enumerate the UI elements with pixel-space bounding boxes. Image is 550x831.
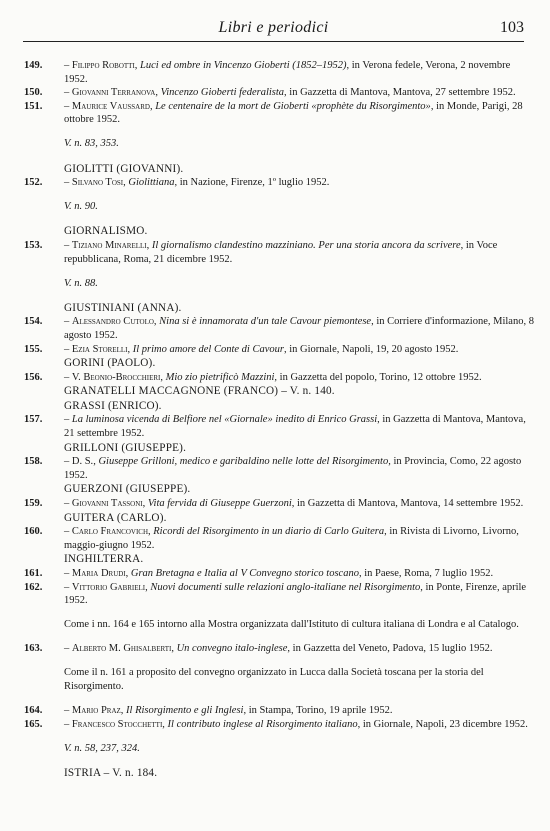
entry-author: Maurice Vaussard bbox=[71, 100, 150, 112]
running-header bbox=[23, 17, 524, 42]
section-heading: GRILLONI (GIUSEPPE). bbox=[64, 441, 187, 454]
entry-title: Vincenzo Gioberti federalista bbox=[160, 87, 285, 99]
entry-cross-reference: V. n. 83, 353. bbox=[64, 138, 119, 150]
bibliography-list bbox=[24, 59, 536, 781]
entry-separator: , bbox=[148, 526, 154, 538]
entry-number: 163. bbox=[24, 643, 43, 655]
bibliography-entry bbox=[24, 718, 536, 732]
bibliography-entry bbox=[24, 642, 536, 656]
entry-title: Il Risorgimento e gli Inglesi bbox=[126, 705, 244, 717]
entry-author: Maria Drudi bbox=[71, 568, 126, 579]
section-heading: GIORNALISMO. bbox=[64, 225, 148, 238]
entry-number: 149. bbox=[24, 60, 43, 71]
entry-separator: , bbox=[160, 371, 166, 383]
bibliography-entry bbox=[24, 413, 536, 440]
entry-separator: , bbox=[123, 177, 129, 189]
entry-author: Tiziano Minarelli bbox=[71, 239, 147, 251]
entry-publication: , in Gazzetta di Mantova, Mantova, 21 settembre 1952. bbox=[64, 414, 526, 440]
entry-separator: , bbox=[146, 239, 152, 251]
entry-title: La luminosa vicenda di Belfiore nel «Giornale» inedito di Enrico Grassi bbox=[71, 414, 378, 426]
entry-separator: , bbox=[145, 581, 151, 593]
entry-dash: – bbox=[64, 239, 72, 251]
bibliography-entry bbox=[24, 86, 536, 100]
entry-publication: , in Provincia, Como, 22 agosto 1952. bbox=[64, 456, 522, 481]
entry-publication: , in Paese, Roma, 7 luglio 1952. bbox=[358, 568, 494, 579]
entry-title: Ricordi del Risorgimento in un diario di Carlo Guitera bbox=[153, 526, 385, 538]
bibliography-entry bbox=[24, 455, 536, 482]
entry-separator: , bbox=[127, 343, 133, 355]
entry-number: 162. bbox=[24, 581, 43, 593]
entry-dash: – bbox=[64, 718, 72, 730]
entry-number: 156. bbox=[24, 371, 43, 383]
entry-publication: , in Gazzetta del Veneto, Padova, 15 luglio 1952. bbox=[287, 643, 493, 655]
entry-number: 160. bbox=[24, 526, 43, 538]
entry-dash: – bbox=[64, 498, 72, 510]
entry-publication: , in Corriere d'informazione, Milano, 8 agosto 1952. bbox=[64, 316, 534, 341]
entry-dash: – bbox=[64, 316, 72, 328]
bibliography-entry bbox=[24, 100, 536, 127]
entry-number: 157. bbox=[24, 414, 43, 426]
entry-author: Alessandro Cutolo bbox=[71, 316, 154, 328]
entry-title: Gran Bretagna e Italia al V Convegno storico toscano bbox=[130, 568, 359, 579]
section-heading: ISTRIA – V. n. 184. bbox=[64, 766, 158, 779]
entry-title: Nina si è innamorata d'un tale Cavour piemontese bbox=[159, 316, 372, 328]
entry-dash: – bbox=[64, 100, 72, 112]
page-number: 103 bbox=[500, 19, 524, 36]
entry-title: Nuovi documenti sulle relazioni anglo-italiane nel Risorgimento bbox=[150, 581, 421, 593]
entry-author: Alberto M. Ghisalberti bbox=[71, 643, 172, 655]
entry-number: 159. bbox=[24, 498, 43, 510]
entry-cross-reference: V. n. 58, 237, 324. bbox=[64, 742, 140, 754]
section-heading: INGHILTERRA. bbox=[64, 553, 144, 566]
entry-author: D. S. bbox=[71, 456, 94, 468]
entry-number: 158. bbox=[24, 456, 43, 468]
bibliography-entry bbox=[24, 239, 536, 266]
entry-cross-reference: V. n. 88. bbox=[64, 277, 98, 289]
bibliography-entry bbox=[24, 525, 536, 552]
bibliography-entry bbox=[24, 176, 536, 190]
section-heading: GRASSI (ENRICO). bbox=[64, 399, 162, 412]
entry-title: Vita fervida di Giuseppe Guerzoni bbox=[147, 498, 292, 510]
entry-publication: , in Rivista di Livorno, Livorno, maggio-giugno 1952. bbox=[64, 526, 519, 551]
entry-number: 151. bbox=[24, 100, 43, 112]
entry-author: Carlo Francovich bbox=[71, 526, 149, 538]
bibliography-entry bbox=[24, 371, 536, 385]
entry-publication: , in Voce repubblicana, Roma, 21 dicembre 1952. bbox=[64, 239, 498, 265]
entry-separator: , bbox=[125, 568, 131, 579]
entry-publication: , in Gazzetta di Mantova, Mantova, 27 settembre 1952. bbox=[284, 87, 516, 99]
entry-dash: – bbox=[64, 414, 72, 426]
bibliography-entry bbox=[24, 343, 536, 357]
entry-note: Come il n. 161 a proposito del convegno organizzato in Lucca dalla Società toscana per la storia del Risorgimento. bbox=[64, 667, 484, 693]
entry-publication: , in Gazzetta di Mantova, Mantova, 14 settembre 1952. bbox=[291, 498, 524, 510]
entry-dash: – bbox=[64, 343, 72, 355]
section-heading: GUITERA (CARLO). bbox=[64, 511, 167, 524]
entry-author: Francesco Stocchetti bbox=[71, 718, 163, 730]
entry-dash: – bbox=[64, 568, 72, 579]
entry-dash: – bbox=[64, 643, 72, 655]
entry-number: 155. bbox=[24, 343, 43, 355]
entry-publication: , in Monde, Parigi, 28 ottobre 1952. bbox=[64, 100, 523, 126]
entry-publication: , in Gazzetta del popolo, Torino, 12 ottobre 1952. bbox=[274, 371, 482, 383]
entry-dash: – bbox=[64, 526, 72, 538]
entry-number: 161. bbox=[24, 568, 43, 579]
entry-author: Silvano Tosi bbox=[71, 177, 124, 189]
entry-separator: , bbox=[171, 643, 177, 655]
section-heading: GORINI (PAOLO). bbox=[64, 357, 156, 370]
bibliography-entry bbox=[24, 567, 536, 581]
entry-number: 153. bbox=[24, 239, 43, 251]
entry-dash: – bbox=[64, 705, 72, 717]
section-heading: GIUSTINIANI (ANNA). bbox=[64, 301, 182, 314]
entry-dash: – bbox=[64, 87, 72, 99]
entry-separator: , bbox=[149, 100, 156, 112]
bibliography-entry bbox=[24, 59, 536, 86]
entry-dash: – bbox=[64, 581, 72, 593]
entry-author: Vittorio Gabrieli bbox=[71, 581, 146, 593]
entry-separator: , bbox=[153, 316, 160, 328]
entry-title: Il primo amore del Conte di Cavour bbox=[132, 343, 284, 355]
entry-dash: – bbox=[64, 177, 72, 189]
entry-title: Le centenaire de la mort de Gioberti «prophète du Risorgimento» bbox=[155, 100, 431, 112]
running-title: Libri e periodici bbox=[218, 19, 329, 36]
entry-title: Luci ed ombre in Vincenzo Gioberti (1852–1952) bbox=[140, 60, 347, 71]
entry-note: Come i nn. 164 e 165 intorno alla Mostra organizzata dall'Istituto di cultura italiana di Londra e al Catalogo. bbox=[64, 619, 519, 631]
entry-separator: , bbox=[142, 498, 148, 510]
entry-title: Giolittiana bbox=[128, 177, 175, 189]
section-heading: GUERZONI (GIUSEPPE). bbox=[64, 483, 191, 496]
section-heading: GRANATELLI MACCAGNONE (FRANCO) – V. n. 140. bbox=[64, 385, 335, 398]
bibliography-entry bbox=[24, 497, 536, 511]
entry-title: Il giornalismo clandestino mazziniano. Per una storia ancora da scrivere bbox=[151, 239, 461, 251]
bibliography-entry bbox=[24, 704, 536, 718]
entry-title: Giuseppe Grilloni, medico e garibaldino nelle lotte del Risorgimento bbox=[98, 456, 389, 468]
entry-separator: , bbox=[162, 718, 168, 730]
entry-number: 164. bbox=[24, 705, 43, 717]
entry-dash: – bbox=[64, 371, 72, 383]
entry-title: Un convegno italo-inglese bbox=[176, 643, 288, 655]
section-heading: GIOLITTI (GIOVANNI). bbox=[64, 162, 184, 175]
entry-title: Il contributo inglese al Risorgimento italiano bbox=[167, 718, 358, 730]
entry-separator: , bbox=[93, 456, 99, 468]
entry-author: Giovanni Tassoni bbox=[71, 498, 143, 510]
entry-publication: , in Nazione, Firenze, 1º luglio 1952. bbox=[174, 177, 330, 189]
entry-author: Filippo Robotti bbox=[71, 60, 135, 71]
entry-author: Mario Praz bbox=[71, 705, 121, 717]
entry-publication: , in Verona fedele, Verona, 2 novembre 1952. bbox=[64, 60, 511, 85]
bibliography-entry bbox=[24, 581, 536, 608]
entry-author: Giovanni Terranova bbox=[71, 87, 156, 99]
entry-publication: , in Giornale, Napoli, 19, 20 agosto 1952. bbox=[283, 343, 459, 355]
entry-publication: , in Ponte, Firenze, aprile 1952. bbox=[64, 581, 527, 607]
entry-number: 154. bbox=[24, 316, 43, 328]
entry-dash: – bbox=[64, 456, 72, 468]
entry-number: 152. bbox=[24, 177, 43, 189]
entry-publication: , in Stampa, Torino, 19 aprile 1952. bbox=[243, 705, 393, 717]
entry-number: 150. bbox=[24, 87, 43, 99]
entry-number: 165. bbox=[24, 718, 43, 730]
entry-author: V. Beonio-Brocchieri bbox=[71, 371, 161, 383]
entry-cross-reference: V. n. 90. bbox=[64, 201, 98, 213]
entry-dash: – bbox=[64, 60, 72, 71]
bibliography-entry bbox=[24, 315, 536, 342]
entry-author: Ezia Storelli bbox=[71, 343, 128, 355]
entry-separator: , bbox=[155, 87, 161, 99]
entry-publication: , in Giornale, Napoli, 23 dicembre 1952. bbox=[357, 718, 528, 730]
entry-separator: , bbox=[120, 705, 127, 717]
entry-title: Mio zio pietrificò Mazzini bbox=[165, 371, 275, 383]
entry-separator: , bbox=[134, 60, 141, 71]
